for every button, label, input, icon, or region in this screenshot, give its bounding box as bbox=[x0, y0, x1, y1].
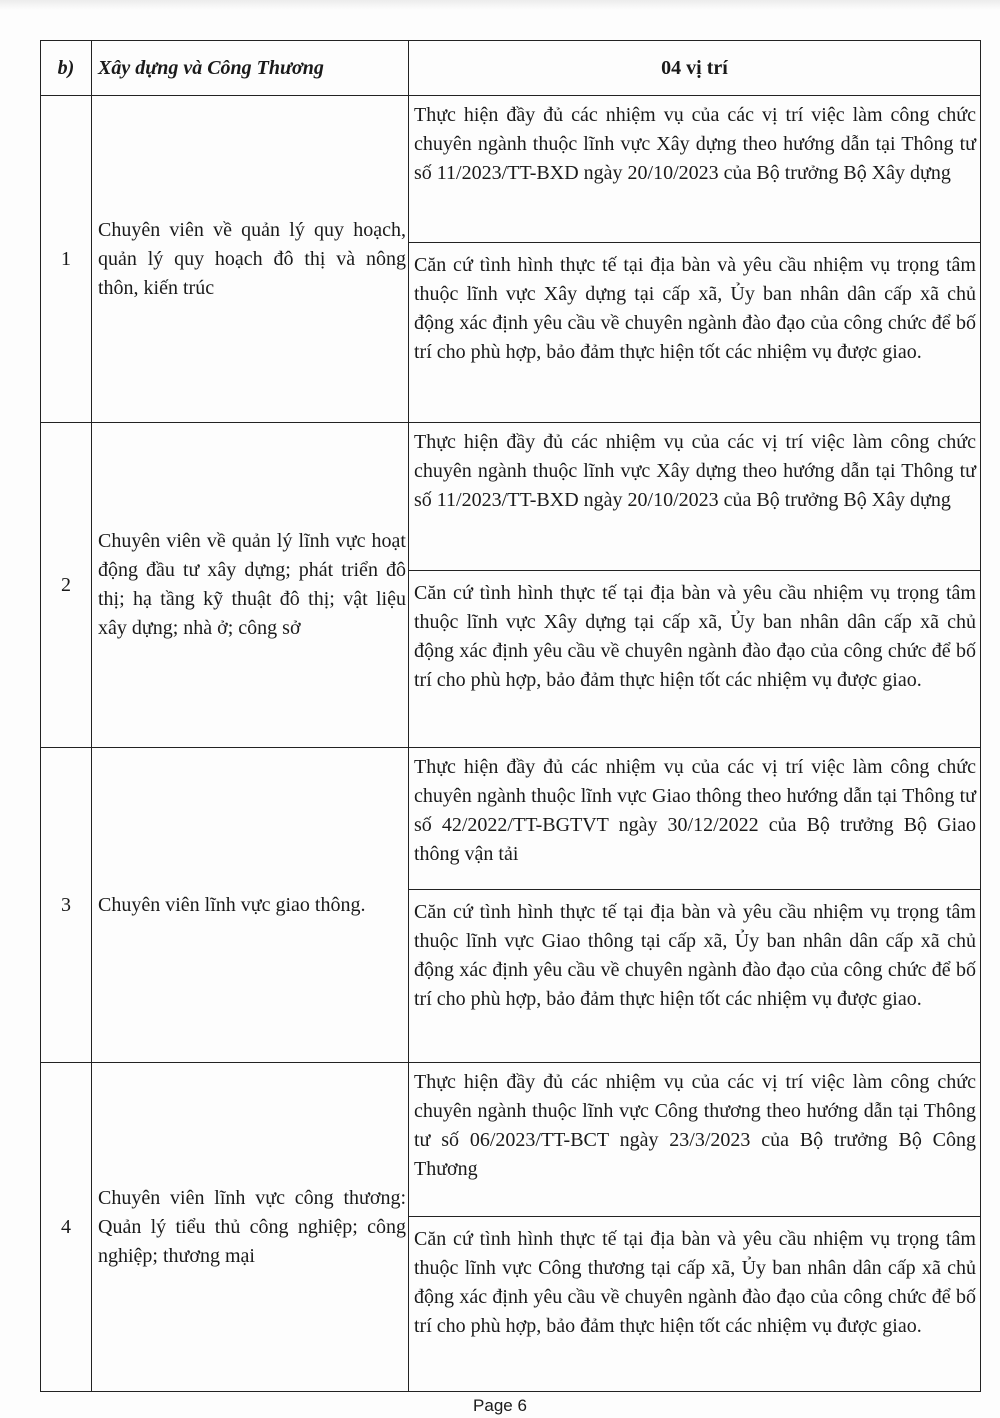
requirement-cell bbox=[409, 243, 981, 423]
requirement-text: Thực hiện đầy đủ các nhiệm vụ của các vị trí việc làm công chức chuyên ngành thuộc lĩnh vực Xây dựng theo hướng dẫn tại Thông tư số 11/2023/TT-BXD ngày 20/10/2023 của Bộ trưởng Bộ Xây dựng bbox=[414, 104, 976, 184]
requirement-text: Thực hiện đầy đủ các nhiệm vụ của các vị trí việc làm công chức chuyên ngành thuộc lĩnh vực Công thương theo hướng dẫn tại Thông tư số 06/2023/TT-BCT ngày 23/3/2023 của Bộ trưởng Bộ Công Thương bbox=[414, 1071, 976, 1180]
row-number: 3 bbox=[41, 748, 92, 1063]
requirement-text: Thực hiện đầy đủ các nhiệm vụ của các vị trí việc làm công chức chuyên ngành thuộc lĩnh vực Xây dựng theo hướng dẫn tại Thông tư số 11/2023/TT-BXD ngày 20/10/2023 của Bộ trưởng Bộ Xây dựng bbox=[414, 431, 976, 511]
group-title: Xây dựng và Công Thương bbox=[92, 41, 409, 96]
requirement-cell bbox=[409, 1063, 981, 1217]
requirement-text: Thực hiện đầy đủ các nhiệm vụ của các vị trí việc làm công chức chuyên ngành thuộc lĩnh vực Giao thông theo hướng dẫn tại Thông tư số 42/2022/TT-BGTVT ngày 30/12/2022 của Bộ trưởng Bộ Giao thông vận tải bbox=[414, 756, 976, 865]
requirement-cell bbox=[409, 96, 981, 243]
requirement-text: Căn cứ tình hình thực tế tại địa bàn và yêu cầu nhiệm vụ trọng tâm thuộc lĩnh vực Xây dựng tại cấp xã, Ủy ban nhân dân cấp xã chủ động xác định yêu cầu về chuyên ngành đào đạo của công chức để bố trí cho phù hợp, bảo đảm thực hiện tốt các nhiệm vụ được giao. bbox=[414, 254, 976, 363]
row-number: 4 bbox=[41, 1063, 92, 1392]
requirement-cell bbox=[409, 1217, 981, 1392]
page-top-shade bbox=[0, 0, 1000, 10]
position-text: Chuyên viên lĩnh vực giao thông. bbox=[98, 893, 366, 916]
position-title bbox=[92, 96, 409, 423]
row-number: 2 bbox=[41, 423, 92, 748]
requirement-cell bbox=[409, 890, 981, 1063]
positions-table bbox=[40, 40, 981, 1392]
table-row bbox=[41, 748, 981, 890]
table-row bbox=[41, 1063, 981, 1217]
requirement-text: Căn cứ tình hình thực tế tại địa bàn và yêu cầu nhiệm vụ trọng tâm thuộc lĩnh vực Giao thông tại cấp xã, Ủy ban nhân dân cấp xã chủ động xác định yêu cầu về chuyên ngành đào đạo của công chức để bố trí cho phù hợp, bảo đảm thực hiện tốt các nhiệm vụ được giao. bbox=[414, 901, 976, 1010]
table-row bbox=[41, 423, 981, 571]
section-label: b) bbox=[41, 41, 92, 96]
requirement-cell bbox=[409, 748, 981, 890]
requirement-text: Căn cứ tình hình thực tế tại địa bàn và yêu cầu nhiệm vụ trọng tâm thuộc lĩnh vực Xây dựng tại cấp xã, Ủy ban nhân dân cấp xã chủ động xác định yêu cầu về chuyên ngành đào đạo của công chức để bố trí cho phù hợp, bảo đảm thực hiện tốt các nhiệm vụ được giao. bbox=[414, 582, 976, 691]
position-title bbox=[92, 748, 409, 1063]
requirement-cell bbox=[409, 571, 981, 748]
row-number: 1 bbox=[41, 96, 92, 423]
position-title bbox=[92, 423, 409, 748]
table-row bbox=[41, 96, 981, 243]
requirement-cell bbox=[409, 423, 981, 571]
position-text: Chuyên viên về quản lý lĩnh vực hoạt động đầu tư xây dựng; phát triển đô thị; hạ tầng kỹ thuật đô thị; vật liệu xây dựng; nhà ở; công sở bbox=[98, 530, 406, 639]
page-number: Page 6 bbox=[473, 1396, 527, 1415]
position-count: 04 vị trí bbox=[409, 41, 981, 96]
position-title bbox=[92, 1063, 409, 1392]
table-header-row bbox=[41, 41, 981, 96]
position-text: Chuyên viên về quản lý quy hoạch, quản lý quy hoạch đô thị và nông thôn, kiến trúc bbox=[98, 218, 406, 299]
position-text: Chuyên viên lĩnh vực công thương: Quản lý tiểu thủ công nghiệp; công nghiệp; thương mại bbox=[98, 1186, 406, 1267]
requirement-text: Căn cứ tình hình thực tế tại địa bàn và yêu cầu nhiệm vụ trọng tâm thuộc lĩnh vực Công thương tại cấp xã, Ủy ban nhân dân cấp xã chủ động xác định yêu cầu về chuyên ngành đào đạo của công chức để bố trí cho phù hợp, bảo đảm thực hiện tốt các nhiệm vụ được giao. bbox=[414, 1228, 976, 1337]
